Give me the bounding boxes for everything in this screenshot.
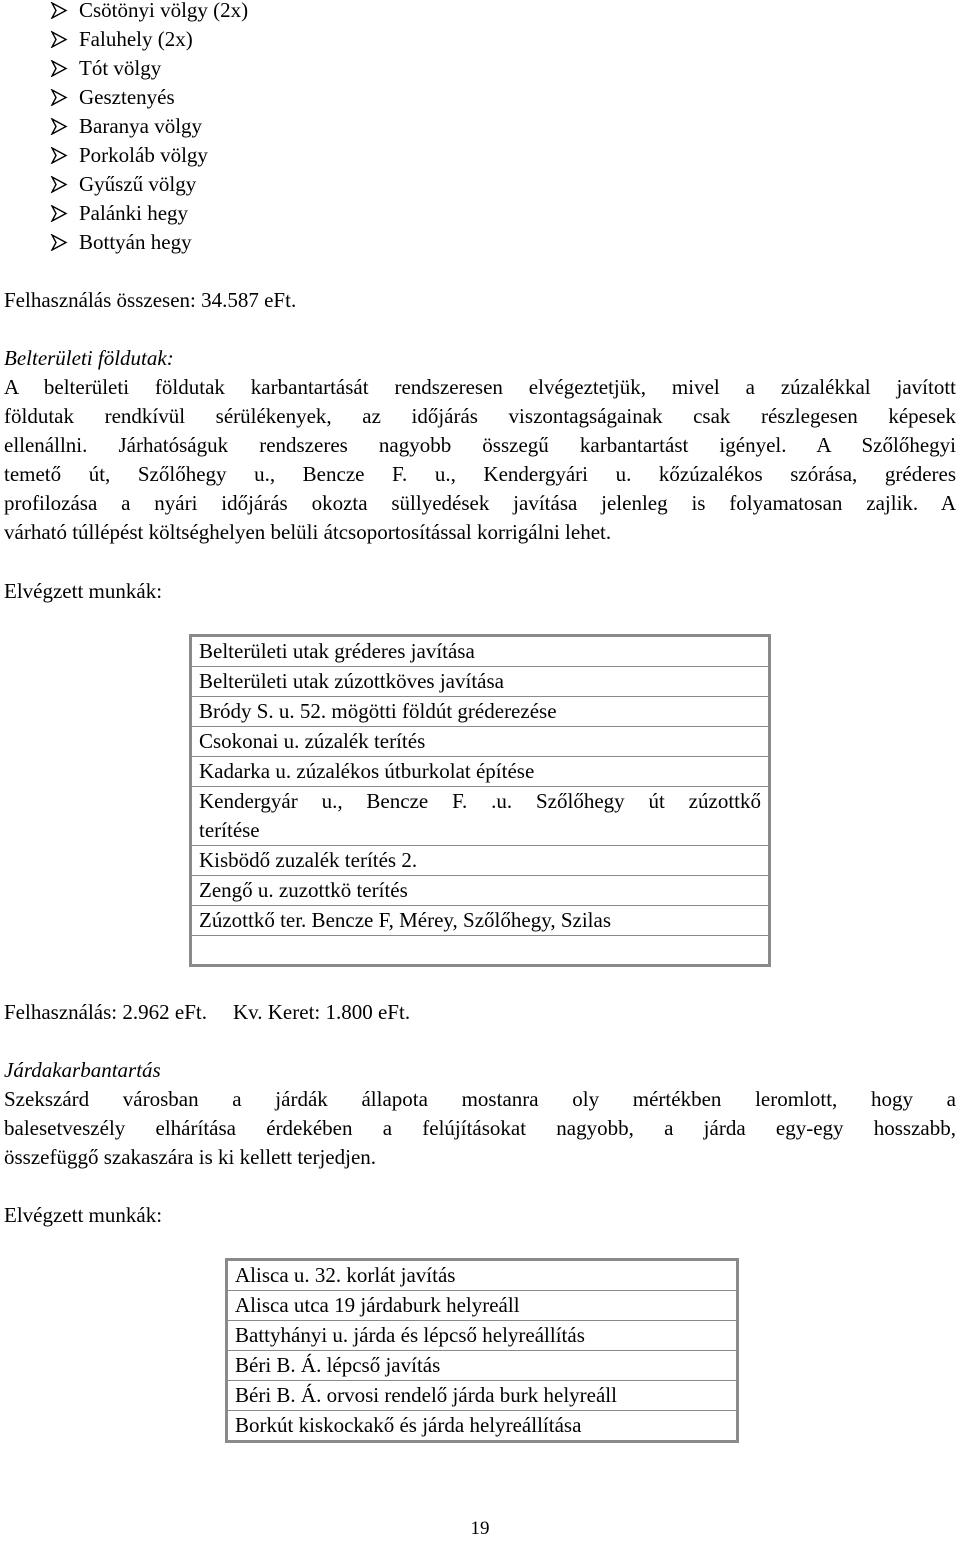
table-cell: Béri B. Á. orvosi rendelő járda burk helyreáll [227,1381,738,1411]
table-row [191,727,770,757]
table-row [227,1291,738,1321]
arrow-bullet-icon [50,60,68,77]
table-cell: Zúzottkő ter. Bencze F, Mérey, Szőlőhegy, Szilas [191,906,770,936]
arrow-bullet-icon [50,31,68,48]
table-cell: Belterületi utak zúzottköves javítása [191,667,770,697]
list-item [50,0,248,25]
table-row [191,697,770,727]
list-item [50,199,248,228]
paragraph-line: profilozása a nyári időjárás okozta süllyedések javítása jelenleg is folyamatosan zajlik. A [4,491,956,515]
list-item-label: Csötönyi völgy (2x) [79,0,249,22]
list-item [50,170,248,199]
list-item [50,141,248,170]
table-row [191,936,770,966]
table-cell: Kisbödő zuzalék terítés 2. [191,846,770,876]
works-table-sidewalks [225,1258,739,1443]
works-label: Elvégzett munkák: [4,579,163,603]
works-table-dirt-roads [189,634,771,967]
usage-total: Felhasználás összesen: 34.587 eFt. [4,288,297,312]
paragraph-line: balesetveszély elhárítása érdekében a felújításokat nagyobb, a járda egy-egy hosszabb, [4,1116,956,1140]
list-item-label: Tót völgy [79,56,162,80]
table-row [227,1381,738,1411]
table-cell: Kadarka u. zúzalékos útburkolat építése [191,757,770,787]
usage-line [4,998,410,1027]
table-cell-line: Kendergyár u., Bencze F. .u. Szőlőhegy út zúzottkő [199,789,761,813]
table-row [191,846,770,876]
arrow-bullet-icon [50,89,68,106]
table-cell: Csokonai u. zúzalék terítés [191,727,770,757]
paragraph-line: temető út, Szőlőhegy u., Bencze F. u., Kendergyári u. kőzúzalékos szórása, gréderes [4,462,956,486]
table-row [227,1411,738,1442]
budget-value: Kv. Keret: 1.800 eFt. [232,1000,411,1024]
paragraph-line: Szekszárd városban a járdák állapota mostanra oly mértékben leromlott, hogy a [4,1087,956,1111]
paragraph-line: ellenállni. Járhatóságuk rendszeres nagyobb összegű karbantartást igényel. A Szőlőhegyi [4,433,956,457]
table-cell: Battyhányi u. járda és lépcső helyreállítás [227,1321,738,1351]
paragraph-line: várható túllépést költséghelyen belüli átcsoportosítással korrigálni lehet. [4,520,612,544]
paragraph-line: összefüggő szakaszára is ki kellett terjedjen. [4,1145,377,1169]
works-label: Elvégzett munkák: [4,1203,163,1227]
arrow-bullet-icon [50,2,68,19]
table-cell-line: terítése [199,818,260,842]
table-row [191,636,770,667]
list-item [50,54,248,83]
table-cell: Alisca utca 19 járdaburk helyreáll [227,1291,738,1321]
section-heading-sidewalks: Járdakarbantartás [4,1058,161,1082]
bullet-list [50,0,248,257]
list-item [50,83,248,112]
paragraph-line: földutak rendkívül sérülékenyek, az időjárás viszontagságainak csak részlegesen képesek [4,404,956,428]
table-row [191,906,770,936]
table-row [227,1351,738,1381]
paragraph-dirt-roads [4,373,956,547]
page-number: 19 [470,1518,490,1539]
table-row [191,876,770,906]
list-item-label: Gyűszű völgy [79,172,197,196]
table-row [227,1260,738,1291]
table-cell: Zengő u. zuzottkö terítés [191,876,770,906]
arrow-bullet-icon [50,234,68,251]
paragraph-sidewalks [4,1085,956,1172]
table-cell: Bródy S. u. 52. mögötti földút gréderezése [191,697,770,727]
list-item-label: Gesztenyés [79,85,175,109]
table-cell: Belterületi utak gréderes javítása [191,636,770,667]
list-item-label: Faluhely (2x) [79,27,193,51]
list-item-label: Porkoláb völgy [79,143,208,167]
table-cell: Béri B. Á. lépcső javítás [227,1351,738,1381]
list-item-label: Palánki hegy [79,201,189,225]
table-row [227,1321,738,1351]
list-item [50,228,248,257]
list-item-label: Baranya völgy [79,114,203,138]
list-item-label: Bottyán hegy [79,230,192,254]
section-heading-dirt-roads: Belterületi földutak: [4,346,174,370]
table-row [191,667,770,697]
arrow-bullet-icon [50,118,68,135]
table-row [191,757,770,787]
table-row [191,787,770,846]
table-cell: Borkút kiskockakő és járda helyreállítása [227,1411,738,1442]
table-cell-empty [191,936,770,966]
arrow-bullet-icon [50,205,68,222]
table-cell [191,787,770,846]
arrow-bullet-icon [50,147,68,164]
table-cell: Alisca u. 32. korlát javítás [227,1260,738,1291]
list-item [50,112,248,141]
arrow-bullet-icon [50,176,68,193]
list-item [50,25,248,54]
paragraph-line: A belterületi földutak karbantartását rendszeresen elvégeztetjük, mivel a zúzalékkal javított [4,375,956,399]
usage-value: Felhasználás: 2.962 eFt. [4,1000,207,1024]
